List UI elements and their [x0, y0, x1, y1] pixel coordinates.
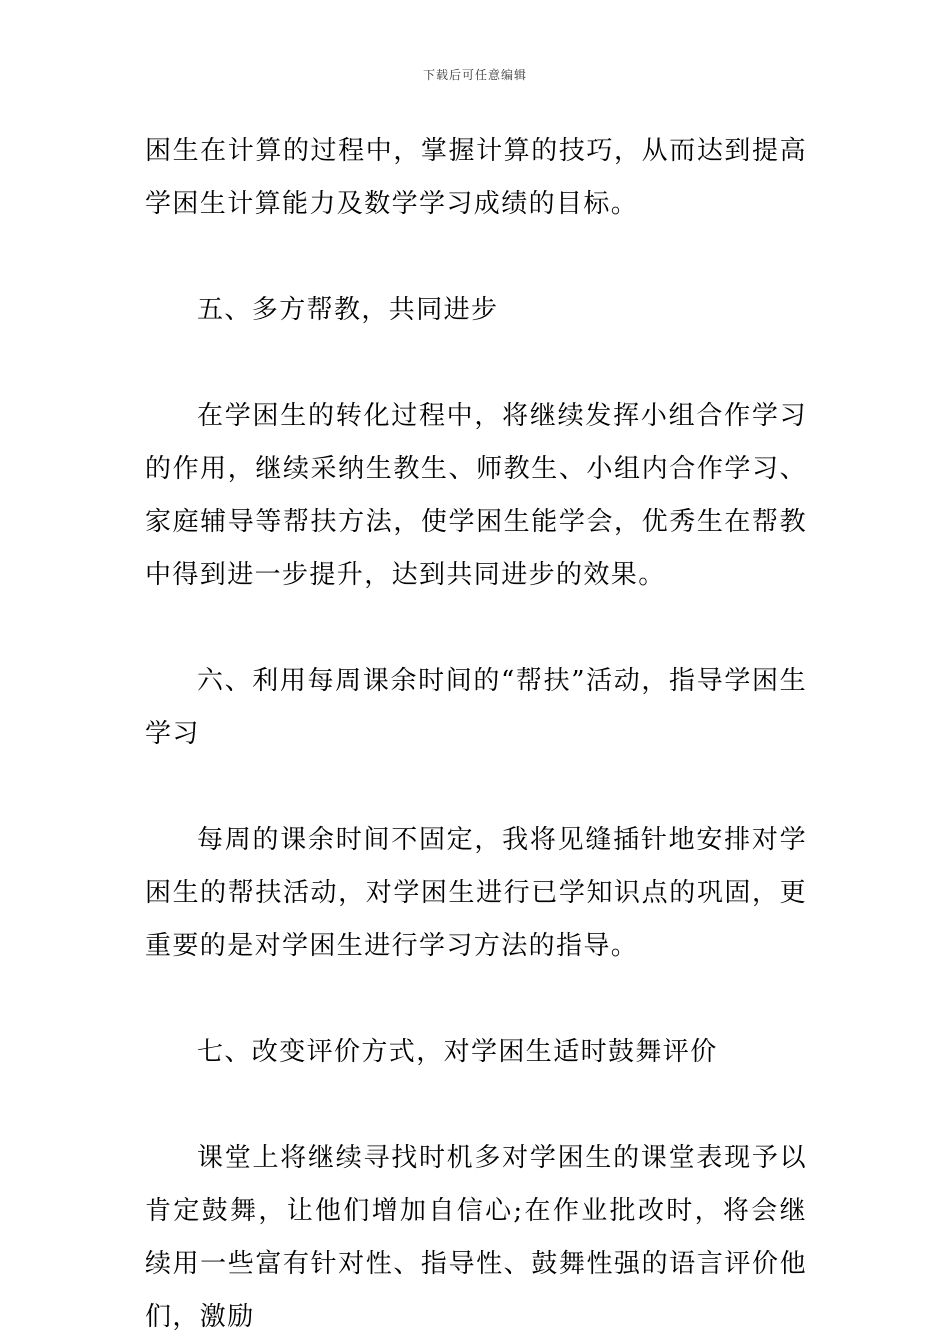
- section-heading-5: 五、多方帮教，共同进步: [197, 295, 499, 325]
- section-heading-7: 七、改变评价方式，对学困生适时鼓舞评价: [197, 1037, 718, 1067]
- paragraph-spacer: [145, 761, 807, 814]
- paragraph-spacer: [145, 1079, 807, 1132]
- paragraph-spacer: [145, 231, 807, 284]
- paragraph-spacer: [145, 602, 807, 655]
- section-heading-6: 六、利用每周课余时间的“帮扶”活动，指导学困生学习: [145, 666, 807, 749]
- paragraph-section-6: 每周的课余时间不固定，我将见缝插针地安排对学困生的帮扶活动，对学困生进行已学知识点的巩固，更重要的是对学困生进行学习方法的指导。: [145, 825, 807, 961]
- paragraph-spacer: [145, 337, 807, 390]
- paragraph-section-7: 课堂上将继续寻找时机多对学困生的课堂表现予以肯定鼓舞，让他们增加自信心;在作业批改时，将会继续用一些富有针对性、指导性、鼓舞性强的语言评价他们，激励: [145, 1143, 807, 1332]
- document-body: [145, 125, 807, 1344]
- paragraph-section-5: 在学困生的转化过程中，将继续发挥小组合作学习的作用，继续采纳生教生、师教生、小组内合作学习、家庭辅导等帮扶方法，使学困生能学会，优秀生在帮教中得到进一步提升，达到共同进步的效果。: [145, 401, 807, 590]
- paragraph-continuation: 困生在计算的过程中，掌握计算的技巧，从而达到提高学困生计算能力及数学学习成绩的目标。: [145, 136, 807, 219]
- paragraph-spacer: [145, 973, 807, 1026]
- page-header: 下载后可任意编辑: [422, 68, 527, 82]
